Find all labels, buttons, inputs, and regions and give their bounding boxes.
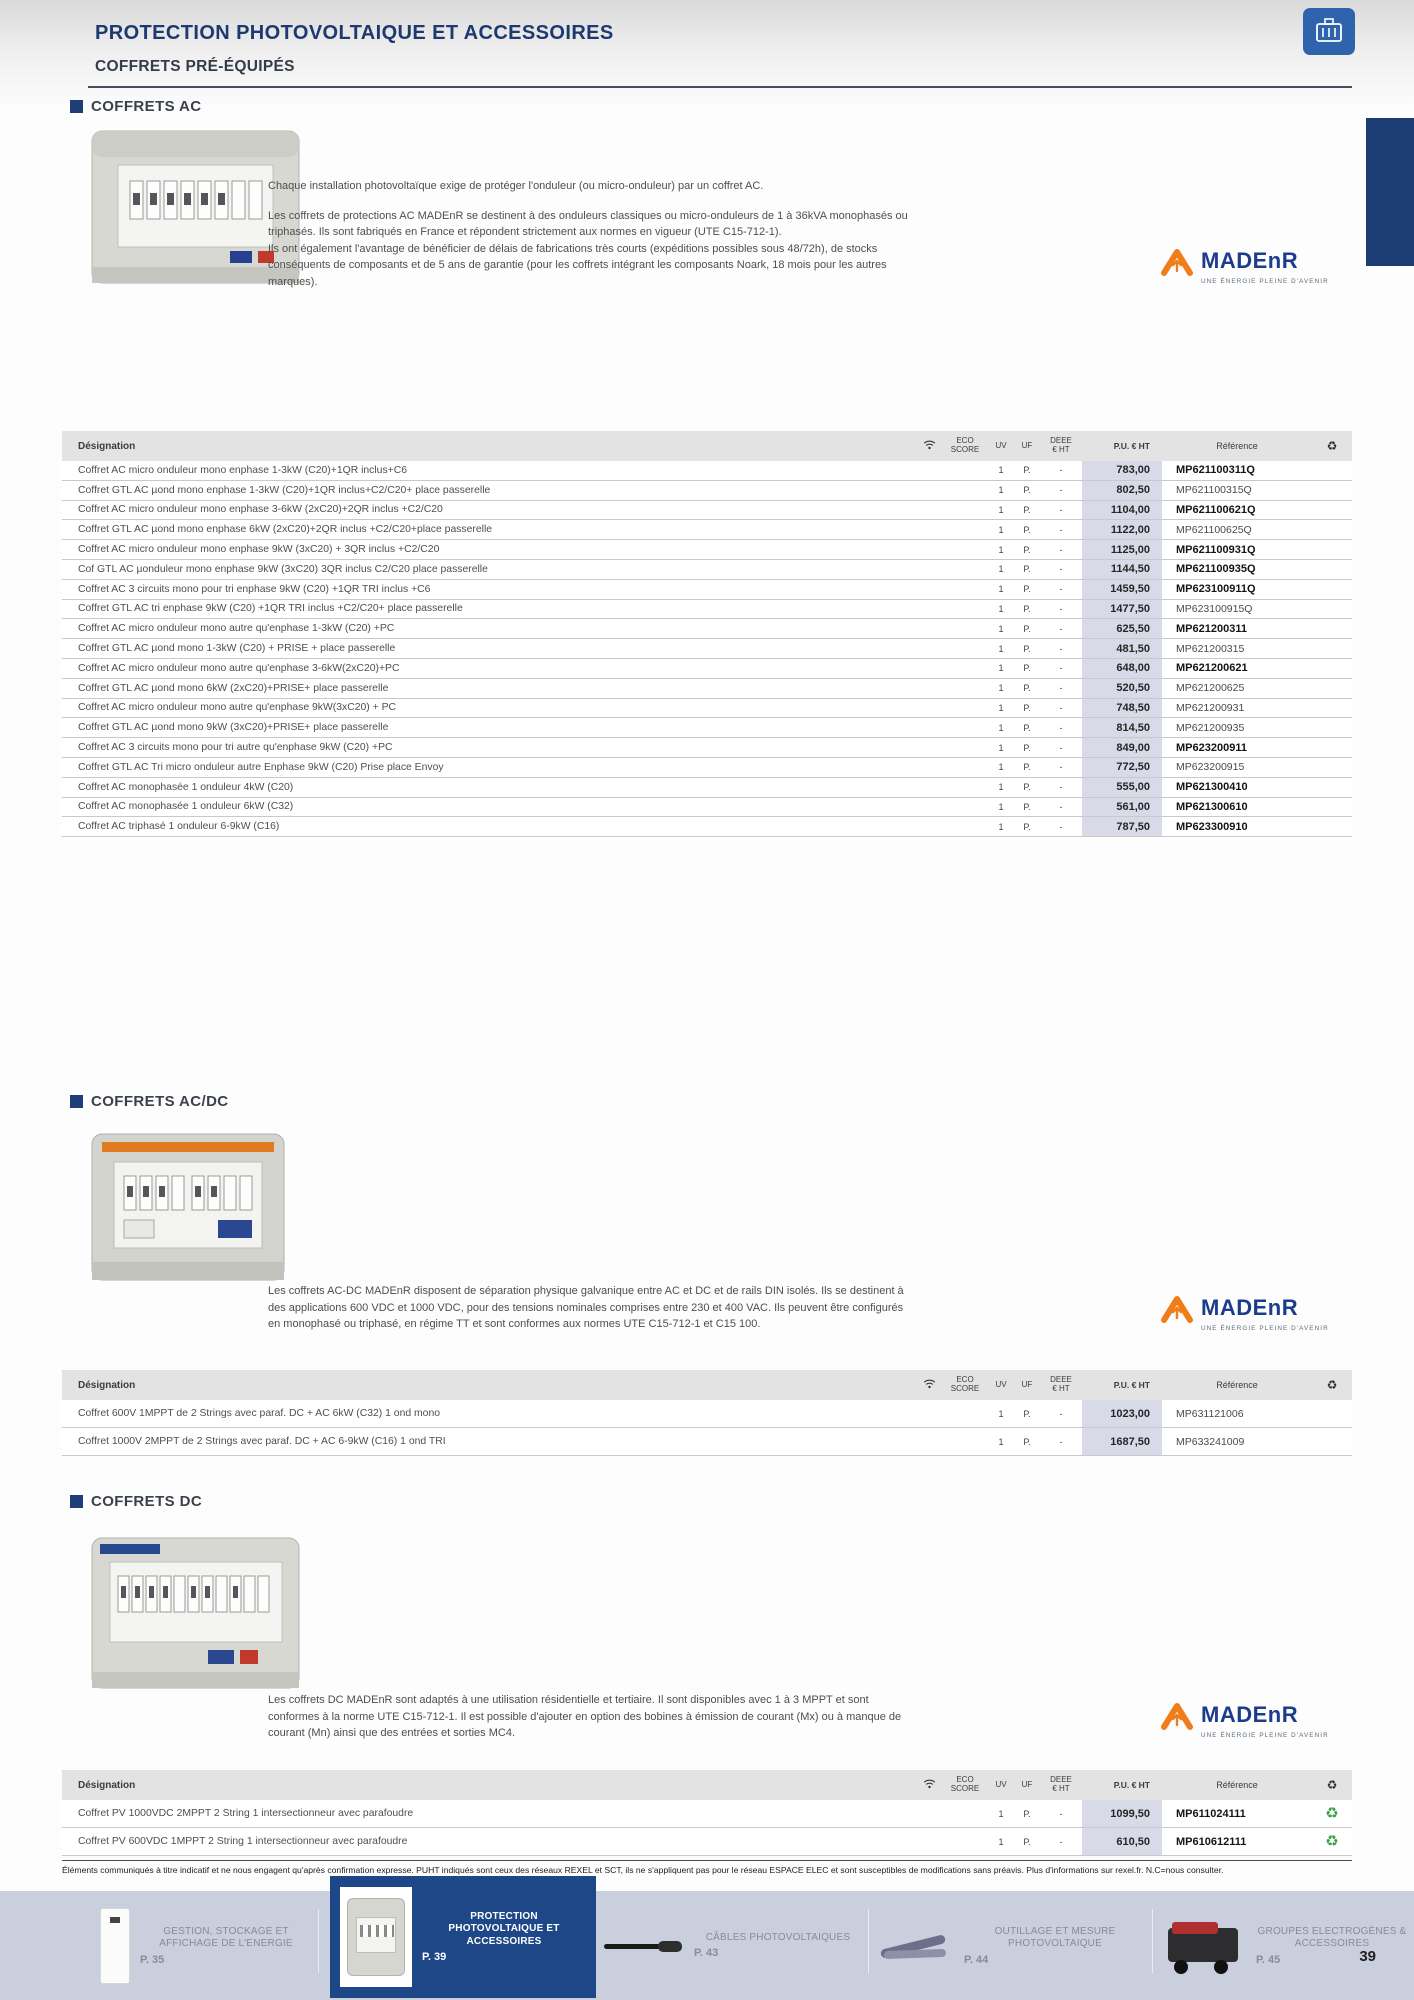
cell-uf: P. — [1023, 643, 1031, 654]
cell-deee: - — [1059, 722, 1063, 733]
nav-label: OUTILLAGE ET MESURE PHOTOVOLTAIQUE — [994, 1925, 1116, 1949]
square-bullet-icon — [70, 1495, 83, 1508]
wifi-icon — [916, 439, 942, 453]
table-row — [62, 758, 1352, 778]
table-header: Désignation ECO SCORE UV UF DEEE € HT P.U. € HT Référence ♻ — [62, 1770, 1352, 1800]
footer-nav — [0, 1891, 1414, 2000]
table-row — [62, 718, 1352, 738]
recycle-icon: ♻ — [1325, 1804, 1339, 1822]
cell-deee: - — [1059, 782, 1063, 793]
cell-uv: 1 — [998, 702, 1004, 713]
cell-reference: MP621300610 — [1176, 800, 1248, 813]
cell-uf: P. — [1023, 762, 1031, 773]
table-row — [62, 699, 1352, 719]
table-row — [62, 659, 1352, 679]
cell-uf: P. — [1023, 524, 1031, 535]
cell-uv: 1 — [998, 623, 1004, 634]
brand-name: MADEnR — [1201, 1702, 1299, 1727]
table-body — [62, 1800, 1352, 1856]
table-body — [62, 1400, 1352, 1456]
footer-divider — [318, 1909, 319, 1973]
paragraph: Chaque installation photovoltaïque exige de protéger l'onduleur (ou micro-onduleur) par un coffret AC. — [268, 180, 764, 192]
cell-reference: MP621200311 — [1176, 622, 1247, 635]
cell-price: 802,50 — [1082, 481, 1162, 500]
nav-thumb-crimping-tool — [876, 1928, 954, 1964]
table-row — [62, 679, 1352, 699]
nav-thumb-generator — [1162, 1918, 1246, 1974]
cell-reference: MP621300410 — [1176, 781, 1248, 794]
cell-reference: MP623100911Q — [1176, 583, 1256, 596]
cell-deee: - — [1059, 742, 1063, 753]
cell-price: 1125,00 — [1082, 540, 1162, 559]
cell-uv: 1 — [998, 603, 1004, 614]
cell-uf: P. — [1023, 485, 1031, 496]
cell-deee: - — [1059, 603, 1063, 614]
paragraph: Les coffrets de protections AC MADEnR se destinent à des onduleurs classiques ou micro-onduleurs de 1 à 36kVA monophasés ou triphasés. Ils sont fabriqués en France et répondent strictement aux normes en vigueur (UTE C15-712-1). — [268, 209, 908, 238]
cell-deee: - — [1059, 465, 1063, 476]
cell-deee: - — [1059, 663, 1063, 674]
cell-deee: - — [1059, 544, 1063, 555]
cell-price: 1104,00 — [1082, 501, 1162, 520]
cell-reference: MP621200315 — [1176, 642, 1245, 655]
cell-uf: P. — [1023, 663, 1031, 674]
madenr-logo — [1160, 246, 1360, 285]
recycle-icon: ♻ — [1325, 1832, 1339, 1850]
cell-reference: MP621200931 — [1176, 701, 1245, 714]
products-table-acdc — [62, 1370, 1352, 1456]
cell-reference: MP623300910 — [1176, 820, 1248, 833]
table-row — [62, 639, 1352, 659]
cell-reference: MP621200935 — [1176, 721, 1245, 734]
cell-designation: Coffret GTL AC µond mono enphase 6kW (2xC20)+2QR inclus +C2/C20+place passerelle — [78, 524, 493, 536]
cell-deee: - — [1059, 702, 1063, 713]
table-row: Coffret 600V 1MPPT de 2 Strings avec paraf. DC + AC 6kW (C32) 1 ond mono 1 P. - 1023,00 MP631121006 — [62, 1400, 1352, 1428]
cell-designation: Coffret AC 3 circuits mono pour tri enphase 9kW (C20) +1QR TRI inclus +C6 — [78, 583, 431, 595]
disclaimer: Éléments communiqués à titre indicatif et ne nous engagent qu'après confirmation expresse. PUHT indiqués sont ceux des réseaux REXEL et SCT, ils ne s'appliquent pas pour le réseau ESPACE ELEC et sont susceptibles de modifications sans préavis. Plus d'informations sur rexel.fr. N.C=nous consulter. — [62, 1860, 1352, 1875]
square-bullet-icon — [70, 100, 83, 113]
cell-price: 1459,50 — [1082, 580, 1162, 599]
recycle-header-icon: ♻ — [1326, 1778, 1338, 1792]
cell-uf: P. — [1023, 702, 1031, 713]
cell-uf: P. — [1023, 801, 1031, 812]
cell-uv: 1 — [998, 584, 1004, 595]
cell-designation: Cof GTL AC µonduleur mono enphase 9kW (3xC20) 3QR inclus C2/C20 place passerelle — [78, 563, 488, 575]
cell-uf: P. — [1023, 504, 1031, 515]
page-number: 39 — [1359, 1948, 1376, 1965]
cell-uv: 1 — [998, 564, 1004, 575]
brand-name: MADEnR — [1201, 1295, 1299, 1320]
cell-price: 814,50 — [1082, 718, 1162, 737]
section-heading-label: COFFRETS DC — [91, 1493, 203, 1510]
cell-designation: Coffret GTL AC Tri micro onduleur autre Enphase 9kW (C20) Prise place Envoy — [78, 761, 444, 773]
col-uv: UV — [995, 440, 1007, 450]
product-photo-dc — [88, 1532, 303, 1702]
cell-deee: - — [1059, 801, 1063, 812]
cell-uf: P. — [1023, 821, 1031, 832]
cell-uf: P. — [1023, 465, 1031, 476]
table-row — [62, 798, 1352, 818]
cell-reference: MP621200621 — [1176, 662, 1248, 675]
cell-deee: - — [1059, 485, 1063, 496]
col-designation: Désignation — [78, 440, 136, 452]
cell-price: 625,50 — [1082, 619, 1162, 638]
cell-designation: Coffret AC micro onduleur mono enphase 3-6kW (2xC20)+2QR inclus +C2/C20 — [78, 504, 443, 516]
table-row — [62, 481, 1352, 501]
cell-uv: 1 — [998, 663, 1004, 674]
table-header — [62, 431, 1352, 461]
cell-reference: MP621100315Q — [1176, 484, 1252, 497]
cell-uv: 1 — [998, 742, 1004, 753]
top-gradient-band — [0, 0, 1414, 112]
cell-uv: 1 — [998, 722, 1004, 733]
brand-tagline: UNE ÉNERGIE PLEINE D'AVENIR — [1201, 278, 1329, 285]
col-reference: Référence — [1216, 441, 1258, 451]
madenr-house-icon — [1160, 1293, 1194, 1323]
paragraph: Les coffrets AC-DC MADEnR disposent de séparation physique galvanique entre AC et DC et de rails DIN isolés. Ils se destinent à des applications 600 VDC et 1000 VDC, pour des tensions nominales comprises entre 230 et 400 VAC. Ils peuvent être configurés en monophasé ou triphasé, en régime TT et sont conformes aux normes UTE C15-712-1 et C15 100. — [268, 1285, 904, 1330]
nav-page: P. 43 — [694, 1947, 719, 1960]
cell-designation: Coffret AC 3 circuits mono pour tri autre qu'enphase 9kW (C20) +PC — [78, 742, 393, 754]
cell-price: 783,00 — [1082, 461, 1162, 480]
nav-thumb-energy-meter — [100, 1908, 130, 1984]
nav-page: P. 35 — [140, 1953, 165, 1966]
cell-deee: - — [1059, 623, 1063, 634]
enclosure-icon — [1312, 16, 1346, 48]
section-tab-marker — [1366, 118, 1414, 266]
cell-designation: Coffret GTL AC µond mono 6kW (2xC20)+PRISE+ place passerelle — [78, 682, 389, 694]
cell-designation: Coffret AC micro onduleur mono autre qu'enphase 9kW(3xC20) + PC — [78, 702, 396, 714]
cell-uf: P. — [1023, 564, 1031, 575]
cell-price: 772,50 — [1082, 758, 1162, 777]
cell-reference: MP623200915 — [1176, 761, 1245, 774]
madenr-logo — [1160, 1700, 1360, 1739]
cell-designation: Coffret AC micro onduleur mono autre qu'enphase 1-3kW (C20) +PC — [78, 623, 395, 635]
page-subtitle: COFFRETS PRÉ-ÉQUIPÉS — [95, 58, 295, 75]
cell-designation: Coffret AC monophasée 1 onduleur 4kW (C20) — [78, 781, 294, 793]
cell-price: 648,00 — [1082, 659, 1162, 678]
table-header: Désignation ECO SCORE UV UF DEEE € HT P.U. € HT Référence ♻ — [62, 1370, 1352, 1400]
cell-designation: Coffret GTL AC µond mono 9kW (3xC20)+PRISE+ place passerelle — [78, 722, 389, 734]
cell-reference: MP623200911 — [1176, 741, 1247, 754]
cell-designation: Coffret AC micro onduleur mono autre qu'enphase 3-6kW(2xC20)+PC — [78, 662, 400, 674]
section-text-ac — [268, 178, 918, 290]
cell-uf: P. — [1023, 544, 1031, 555]
madenr-house-icon — [1160, 1700, 1194, 1730]
recycle-header-icon: ♻ — [1326, 439, 1338, 453]
wifi-icon — [916, 1378, 942, 1392]
cell-price: 748,50 — [1082, 699, 1162, 718]
section-heading-acdc — [70, 1093, 229, 1110]
cell-reference: MP621100625Q — [1176, 523, 1252, 536]
paragraph: Ils ont également l'avantage de bénéficier de délais de fabrications très courts (expéditions possibles sous 48/72h), de stocks conséquents de composants et de 5 ans de garantie (pour les coffrets intégrant les composants Noark, 18 mois pour les autres marques). — [268, 242, 887, 288]
cell-uf: P. — [1023, 623, 1031, 634]
section-text-acdc — [268, 1283, 918, 1346]
square-bullet-icon — [70, 1095, 83, 1108]
nav-label: CÂBLES PHOTOVOLTAIQUES — [705, 1931, 851, 1943]
table-row — [62, 619, 1352, 639]
table-row — [62, 520, 1352, 540]
table-row — [62, 778, 1352, 798]
cell-reference: MP621200625 — [1176, 682, 1245, 695]
nav-item-groupes-electrogenes[interactable] — [1162, 1891, 1408, 2000]
table-row — [62, 540, 1352, 560]
cell-deee: - — [1059, 643, 1063, 654]
cell-deee: - — [1059, 564, 1063, 575]
brand-tagline: UNE ÉNERGIE PLEINE D'AVENIR — [1201, 1732, 1329, 1739]
cell-uv: 1 — [998, 485, 1004, 496]
cell-uf: P. — [1023, 584, 1031, 595]
cell-designation: Coffret GTL AC µond mono 1-3kW (C20) + PRISE + place passerelle — [78, 643, 396, 655]
table-row — [62, 461, 1352, 481]
nav-thumb-enclosure — [340, 1887, 412, 1987]
table-row — [62, 738, 1352, 758]
footer-divider — [1152, 1909, 1153, 1973]
nav-label: PROTECTION PHOTOVOLTAIQUE ET ACCESSOIRES — [448, 1910, 560, 1947]
cell-uv: 1 — [998, 504, 1004, 515]
cell-uf: P. — [1023, 683, 1031, 694]
section-text-dc — [268, 1692, 918, 1755]
cell-deee: - — [1059, 683, 1063, 694]
cell-price: 1122,00 — [1082, 520, 1162, 539]
cell-uv: 1 — [998, 782, 1004, 793]
cell-designation: Coffret GTL AC µond mono enphase 1-3kW (C20)+1QR inclus+C2/C20+ place passerelle — [78, 484, 491, 496]
coffret-app-icon[interactable] — [1303, 8, 1355, 55]
nav-item-protection-photovoltaique[interactable] — [330, 1876, 596, 1998]
table-row — [62, 560, 1352, 580]
products-table-ac — [62, 431, 1352, 837]
cell-uv: 1 — [998, 821, 1004, 832]
nav-page: P. 45 — [1256, 1953, 1281, 1966]
cell-price: 561,00 — [1082, 798, 1162, 817]
cell-price: 849,00 — [1082, 738, 1162, 757]
cell-uv: 1 — [998, 683, 1004, 694]
section-heading-ac — [70, 98, 202, 115]
section-heading-label: COFFRETS AC/DC — [91, 1093, 229, 1110]
cell-uv: 1 — [998, 524, 1004, 535]
footer-divider — [868, 1909, 869, 1973]
cell-deee: - — [1059, 524, 1063, 535]
cell-uv: 1 — [998, 643, 1004, 654]
table-row — [62, 600, 1352, 620]
cell-reference: MP621100621Q — [1176, 503, 1256, 516]
nav-item-outillage-mesure[interactable] — [876, 1891, 1146, 2000]
nav-item-cables-photovoltaiques[interactable] — [604, 1891, 862, 2000]
section-heading-dc — [70, 1493, 202, 1510]
paragraph: Les coffrets DC MADEnR sont adaptés à une utilisation résidentielle et tertiaire. Il sont disponibles avec 1 à 3 MPPT et sont conformes à la norme UTE C15-712-1. Il est possible d'ajouter en option des bobines à émission de courant (Mx) ou à manque de courant (Mn) ainsi que des entrées et sorties MC4. — [268, 1694, 902, 1739]
nav-page: P. 44 — [964, 1953, 989, 1966]
cell-reference: MP621100931Q — [1176, 543, 1256, 556]
cell-reference: MP621100311Q — [1176, 464, 1255, 477]
table-body — [62, 461, 1352, 837]
page-title: PROTECTION PHOTOVOLTAIQUE ET ACCESSOIRES — [95, 22, 614, 44]
cell-designation: Coffret AC triphasé 1 onduleur 6-9kW (C16) — [78, 821, 280, 833]
cell-reference: MP623100915Q — [1176, 602, 1253, 615]
col-eco-score: ECO SCORE — [950, 436, 980, 454]
product-photo-acdc — [88, 1128, 288, 1293]
cell-uf: P. — [1023, 603, 1031, 614]
section-heading-label: COFFRETS AC — [91, 98, 202, 115]
cell-designation: Coffret AC monophasée 1 onduleur 6kW (C32) — [78, 801, 294, 813]
cell-price: 555,00 — [1082, 778, 1162, 797]
cell-uv: 1 — [998, 762, 1004, 773]
cell-deee: - — [1059, 821, 1063, 832]
madenr-house-icon — [1160, 246, 1194, 276]
cell-deee: - — [1059, 584, 1063, 595]
cell-uf: P. — [1023, 782, 1031, 793]
cell-uf: P. — [1023, 742, 1031, 753]
cell-designation: Coffret AC micro onduleur mono enphase 9kW (3xC20) + 3QR inclus +C2/C20 — [78, 544, 440, 556]
cell-uf: P. — [1023, 722, 1031, 733]
cell-deee: - — [1059, 762, 1063, 773]
madenr-logo — [1160, 1293, 1360, 1332]
cell-uv: 1 — [998, 544, 1004, 555]
nav-item-gestion-stockage[interactable] — [100, 1891, 312, 2000]
cell-price: 1144,50 — [1082, 560, 1162, 579]
nav-label: GROUPES ELECTROGÈNES & ACCESSOIRES — [1257, 1925, 1407, 1949]
cell-price: 787,50 — [1082, 817, 1162, 836]
cell-reference: MP621100935Q — [1176, 563, 1256, 576]
table-row — [62, 501, 1352, 521]
table-row — [62, 817, 1352, 837]
cell-price: 520,50 — [1082, 679, 1162, 698]
wifi-icon — [916, 1778, 942, 1792]
cell-uv: 1 — [998, 801, 1004, 812]
col-deee: DEEE € HT — [1050, 436, 1072, 454]
col-uf: UF — [1021, 440, 1033, 450]
nav-thumb-cable — [604, 1936, 684, 1956]
col-price: P.U. € HT — [1113, 441, 1150, 451]
cell-deee: - — [1059, 504, 1063, 515]
cell-price: 481,50 — [1082, 639, 1162, 658]
products-table-dc — [62, 1770, 1352, 1856]
cell-designation: Coffret GTL AC tri enphase 9kW (C20) +1QR TRI inclus +C2/C20+ place passerelle — [78, 603, 463, 615]
table-row: Coffret PV 600VDC 1MPPT 2 String 1 intersectionneur avec parafoudre 1 P. - 610,50 MP610612111 ♻ — [62, 1828, 1352, 1856]
cell-designation: Coffret AC micro onduleur mono enphase 1-3kW (C20)+1QR inclus+C6 — [78, 464, 407, 476]
subtitle-rule — [88, 86, 1352, 88]
nav-label: GESTION, STOCKAGE ET AFFICHAGE DE L'ENERGIE — [159, 1925, 293, 1949]
table-row: Coffret 1000V 2MPPT de 2 Strings avec paraf. DC + AC 6-9kW (C16) 1 ond TRI 1 P. - 1687,50 MP633241009 — [62, 1428, 1352, 1456]
cell-price: 1477,50 — [1082, 600, 1162, 619]
brand-name: MADEnR — [1201, 248, 1299, 273]
table-row: Coffret PV 1000VDC 2MPPT 2 String 1 intersectionneur avec parafoudre 1 P. - 1099,50 MP611024111 ♻ — [62, 1800, 1352, 1828]
table-row — [62, 580, 1352, 600]
recycle-header-icon: ♻ — [1326, 1378, 1338, 1392]
nav-page: P. 39 — [422, 1951, 447, 1964]
cell-uv: 1 — [998, 465, 1004, 476]
brand-tagline: UNE ÉNERGIE PLEINE D'AVENIR — [1201, 1325, 1329, 1332]
